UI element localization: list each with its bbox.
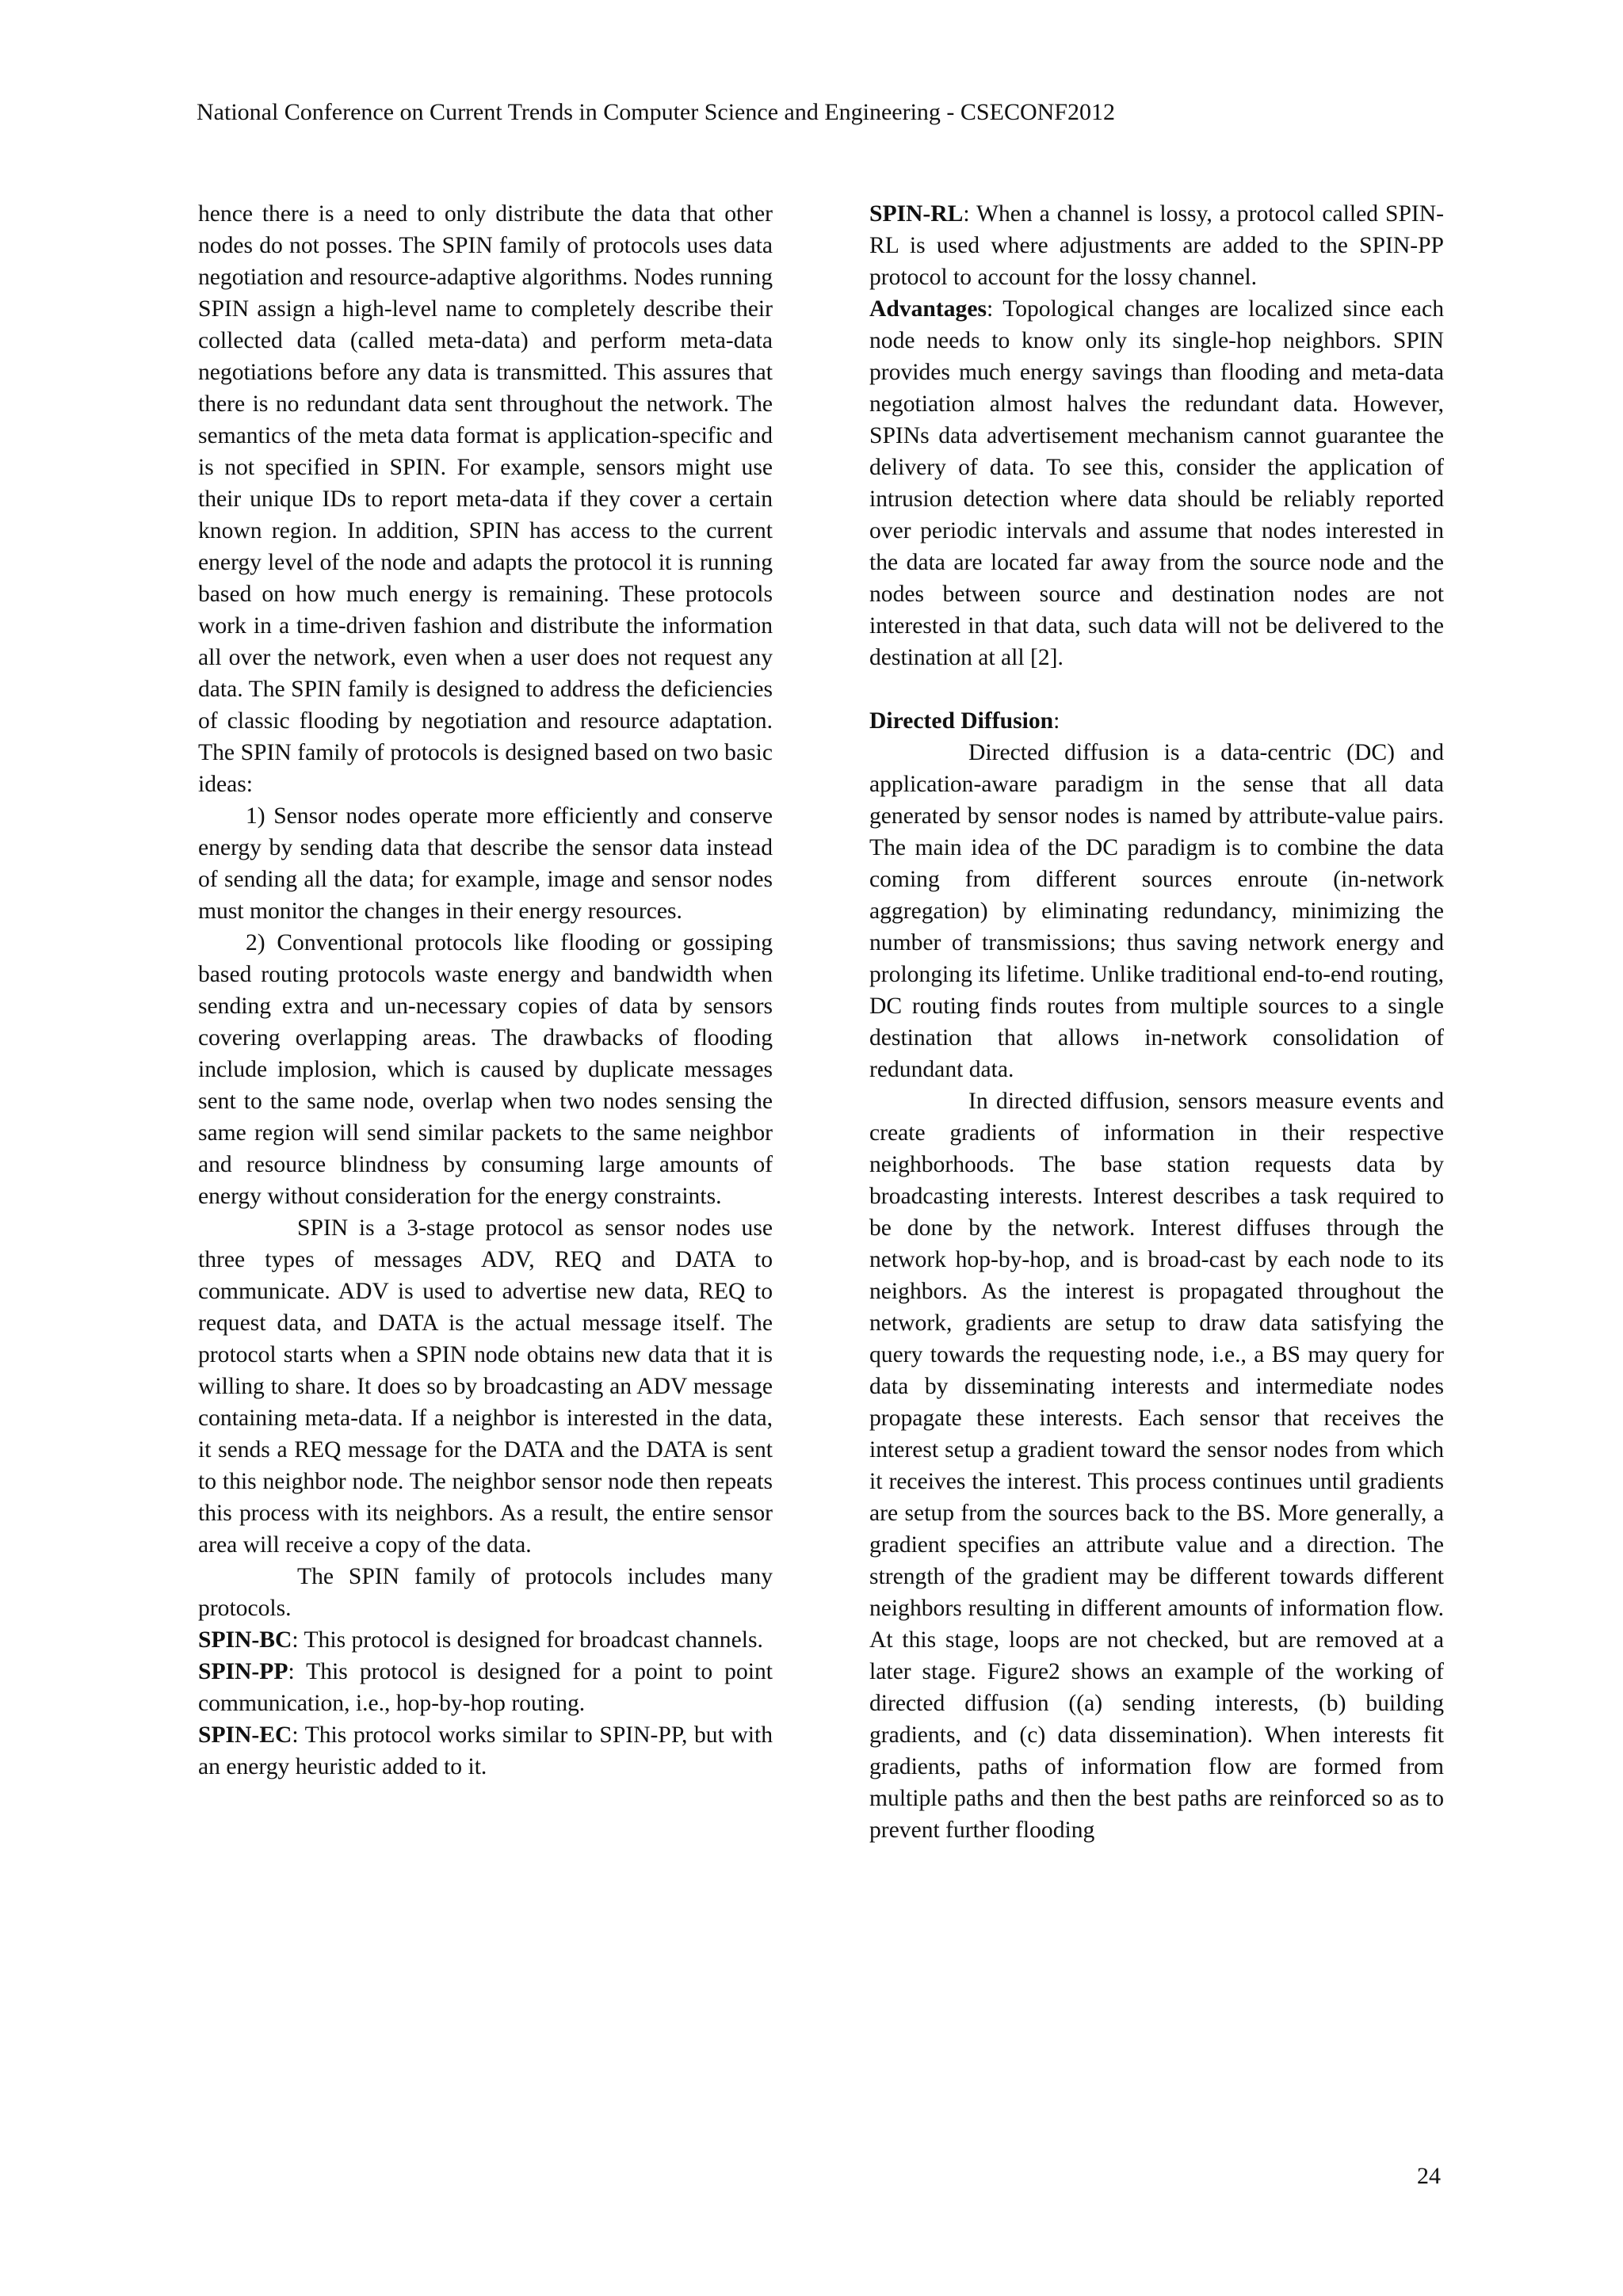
term-spin-pp: SPIN-PP (198, 1659, 288, 1684)
paragraph-spin-ec (198, 1719, 773, 1783)
paragraph-spin-pp (198, 1656, 773, 1719)
paragraph-idea-2: 2) Conventional protocols like flooding or gossiping based routing protocols waste energy and bandwidth when sending extra and un-necessary copies of data by sensors covering overlapping areas. The drawbacks of flooding include implosion, which is caused by duplicate messages sent to the same node, overlap when two nodes sensing the same region will send similar packets to the same neighbor and resource blindness by consuming large amounts of energy without consideration for the energy constraints. (198, 930, 773, 1209)
paragraph-spin-bc (198, 1624, 773, 1656)
paragraph-spin-intro: hence there is a need to only distribute the data that other nodes do not posses. The SPIN family of protocols uses data negotiation and resource-adaptive algorithms. Nodes running SPIN assign a high-level name to completely describe their collected data (called meta-data) and perform meta-data negotiations before any data is transmitted. This assures that there is no redundant data sent throughout the network. The semantics of the meta data format is application-specific and is not specified in SPIN. For example, sensors might use their unique IDs to report meta-data if they cover a certain known region. In addition, SPIN has access to the current energy level of the node and adapts the protocol it is running based on how much energy is remaining. These protocols work in a time-driven fashion and distribute the information all over the network, even when a user does not request any data. The SPIN family is designed to address the deficiencies of classic flooding by negotiation and resource adaptation. The SPIN family of protocols is designed based on two basic ideas: (198, 201, 773, 797)
term-spin-bc: SPIN-BC (198, 1627, 292, 1653)
definition-spin-bc: : This protocol is designed for broadcast channels. (292, 1627, 763, 1653)
paragraph-directed-diffusion-2: In directed diffusion, sensors measure events and create gradients of information in their respective neighborhoods. The base station requests data by broadcasting interests. Interest describes a task required to be done by the network. Interest diffuses through the network hop-by-hop, and is broad-cast by each node to its neighbors. As the interest is propagated throughout the network, gradients are setup to draw data satisfying the query towards the requesting node, i.e., a BS may query for data by disseminating interests and intermediate nodes propagate these interests. Each sensor that receives the interest setup a gradient toward the sensor nodes from which it receives the interest. This process continues until gradients are setup from the sources back to the BS. More generally, a gradient specifies an attribute value and a direction. The strength of the gradient may be different towards different neighbors resulting in different amounts of information flow. At this stage, loops are not checked, but are removed at a later stage. Figure2 shows an example of the working of directed diffusion ((a) sending interests, (b) building gradients, and (c) data dissemination). When interests fit gradients, paths of information flow are formed from multiple paths and then the best paths are reinforced so as to prevent further flooding (869, 1089, 1444, 1843)
right-column (869, 198, 1444, 1846)
page-number: 24 (1417, 2163, 1441, 2189)
paragraph-spin-family: The SPIN family of protocols includes many protocols. (198, 1564, 773, 1621)
definition-spin-ec: : This protocol works similar to SPIN-PP, but with an energy heuristic added to it. (198, 1722, 773, 1779)
paragraph-spin-rl (869, 198, 1444, 293)
term-spin-ec: SPIN-EC (198, 1722, 292, 1748)
definition-spin-pp: : This protocol is designed for a point to point communication, i.e., hop-by-hop routing. (198, 1659, 773, 1716)
definition-spin-rl: : When a channel is lossy, a protocol called SPIN-RL is used where adjustments are added to the SPIN-PP protocol to account for the lossy channel. (869, 201, 1444, 290)
definition-advantages: : Topological changes are localized since each node needs to know only its single-hop neighbors. SPIN provides much energy savings than flooding and meta-data negotiation almost halves the redundant data. However, SPINs data advertisement mechanism cannot guarantee the delivery of data. To see this, consider the application of intrusion detection where data should be reliably reported over periodic intervals and assume that nodes interested in the data are located far away from the source node and the nodes between source and destination nodes are not interested in that data, such data will not be delivered to the destination at all [2]. (869, 296, 1444, 670)
left-column (198, 198, 773, 1783)
term-advantages: Advantages (869, 296, 987, 322)
section-heading-directed-diffusion (869, 705, 1444, 737)
heading-colon: : (1053, 708, 1060, 734)
term-spin-rl: SPIN-RL (869, 201, 964, 227)
paragraph-advantages (869, 293, 1444, 673)
heading-directed-diffusion: Directed Diffusion (869, 708, 1054, 734)
paragraph-idea-1: 1) Sensor nodes operate more efficiently and conserve energy by sending data that describe the sensor data instead of sending all the data; for example, image and sensor nodes must monitor the changes in their energy resources. (198, 803, 773, 924)
paragraph-spin-stages: SPIN is a 3-stage protocol as sensor nodes use three types of messages ADV, REQ and DATA to communicate. ADV is used to advertise new data, REQ to request data, and DATA is the actual message itself. The protocol starts when a SPIN node obtains new data that it is willing to share. It does so by broadcasting an ADV message containing meta-data. If a neighbor is interested in the data, it sends a REQ message for the DATA and the DATA is sent to this neighbor node. The neighbor sensor node then repeats this process with its neighbors. As a result, the entire sensor area will receive a copy of the data. (198, 1215, 773, 1558)
paragraph-directed-diffusion-1: Directed diffusion is a data-centric (DC) and application-aware paradigm in the sense that all data generated by sensor nodes is named by attribute-value pairs. The main idea of the DC paradigm is to combine the data coming from different sources enroute (in-network aggregation) by eliminating redundancy, minimizing the number of transmissions; thus saving network energy and prolonging its lifetime. Unlike traditional end-to-end routing, DC routing finds routes from multiple sources to a single destination that allows in-network consolidation of redundant data. (869, 740, 1444, 1082)
running-header: National Conference on Current Trends in Computer Science and Engineering - CSECONF2012 (197, 99, 1115, 125)
